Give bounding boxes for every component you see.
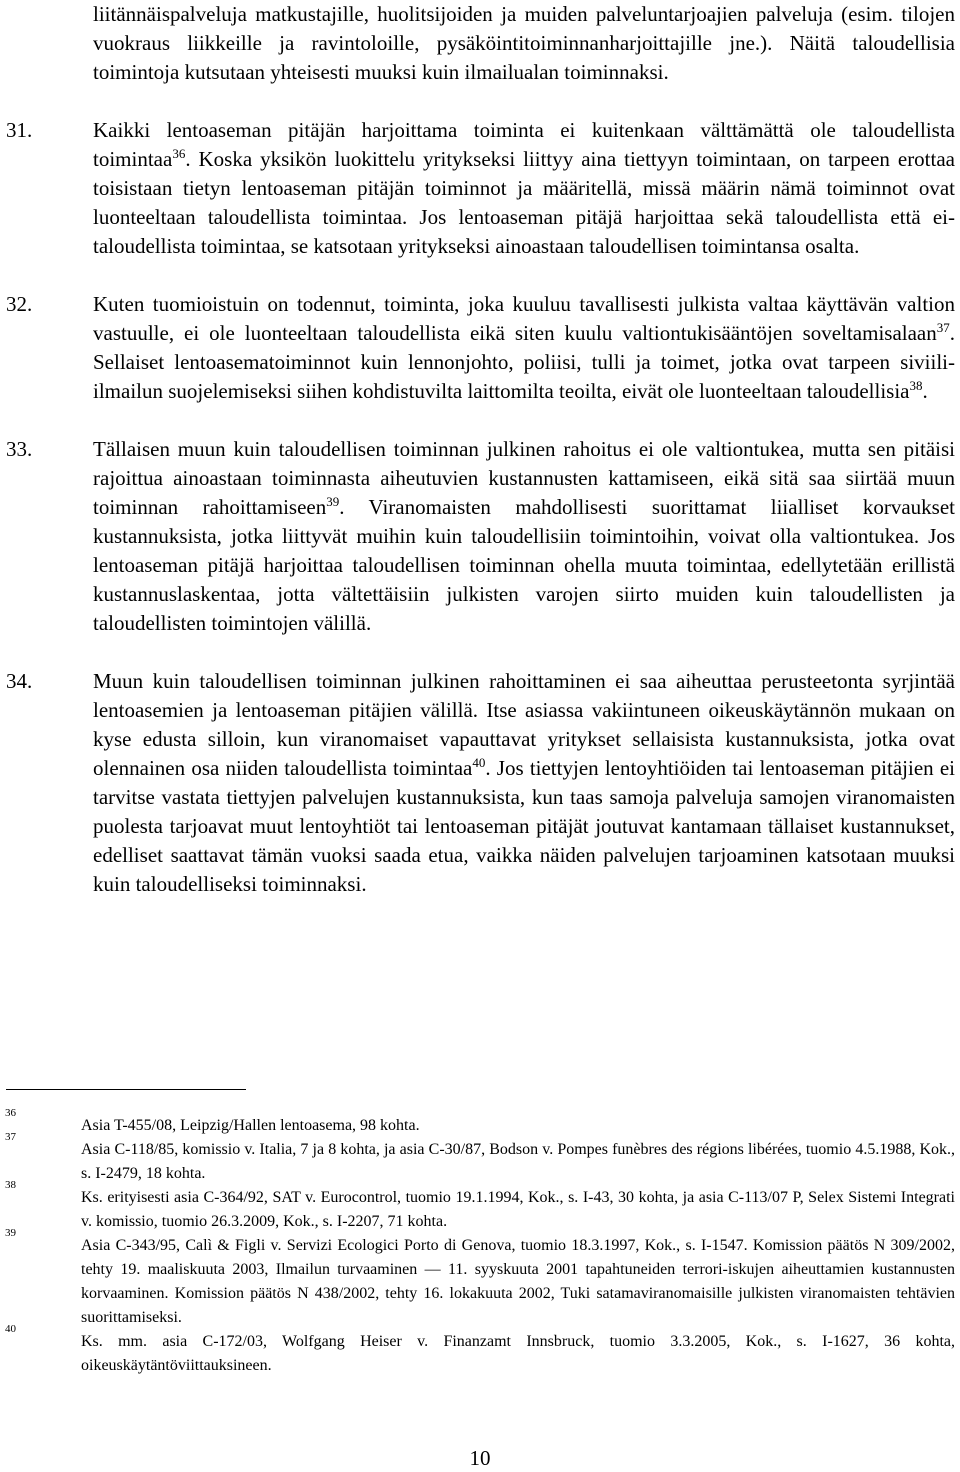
footnote-text: Ks. erityisesti asia C-364/92, SAT v. Eurocontrol, tuomio 19.1.1994, Kok., s. I-43, 30 kohta, ja asia C-113/07 P, Selex Sistemi Integrati v. komissio, tuomio 26.3.2009, Kok., s. I-2207, 71 kohta. (81, 1189, 955, 1230)
paragraph-text: Kuten tuomioistuin on todennut, toiminta, joka kuuluu tavallisesti julkista valtaa käyttävän valtion vastuulle, ei ole luonteeltaan taloudellista eikä siten kuulu valtiontukisääntöjen soveltamisalaan (93, 292, 955, 345)
paragraph-number: 31. (6, 118, 33, 142)
footnote-text: Asia C-118/85, komissio v. Italia, 7 ja 8 kohta, ja asia C-30/87, Bodson v. Pompes funèbres des régions libérées, tuomio 4.5.1988, Kok., s. I-2479, 18 kohta. (81, 1141, 955, 1182)
paragraph-34 (6, 667, 955, 899)
paragraph-number: 33. (6, 437, 33, 461)
paragraph-32 (6, 290, 955, 406)
footnote-number: 36 (5, 1107, 16, 1119)
paragraph-text: . (922, 379, 928, 403)
paragraph-text: Tällaisen muun kuin taloudellisen toiminnan julkinen rahoitus ei ole valtiontukea, mutta sen pitäisi rajoittua ainoastaan toiminnasta aiheutuvien kustannusten kattamiseen, eikä sitä saa siirtää muun toiminnan rahoittamiseen (93, 437, 955, 519)
footnotes (0, 1107, 960, 1378)
footnote-ref-38[interactable]: 38 (909, 378, 923, 393)
paragraph-text: Kaikki lentoaseman pitäjän harjoittama toiminta ei kuitenkaan välttämättä ole taloudellista toimintaa (93, 118, 955, 171)
footnote-number: 38 (5, 1179, 16, 1191)
footnote-text: Ks. mm. asia C-172/03, Wolfgang Heiser v. Finanzamt Innsbruck, tuomio 3.3.2005, Kok., s. I-1627, 36 kohta, oikeuskäytäntöviittauksineen. (81, 1333, 955, 1374)
paragraph-text: . Viranomaisten mahdollisesti suorittamat liialliset korvaukset kustannuksista, jotka liittyvät muihin kuin taloudellisiin toimintoihin, voivat olla valtiontukea. Jos lentoaseman pitäjä harjoittaa taloudellisen toiminnan ohella muuta toimintaa, edellytetään erillistä kustannuslaskentaa, jotta vältettäisiin julkisten varojen siirto muiden kuin taloudellisten ja taloudellisten toimintojen välillä. (93, 495, 955, 635)
footnote-text: Asia C-343/95, Calì & Figli v. Servizi Ecologici Porto di Genova, tuomio 18.3.1997, Kok., s. I-1547. Komission päätös N 309/2002, tehty 19. maaliskuuta 2003, Ilmailun turvaaminen — 11. syyskuuta 2001 tapahtuneiden terrori-iskujen aiheuttamien kustannusten korvaaminen. Komission päätös N 438/2002, tehty 16. lokakuuta 2002, Tuki satamaviranomaisille julkisten viranomaisten tehtävien suorittamiseksi. (81, 1237, 955, 1326)
paragraph-text: . Koska yksikön luokittelu yritykseksi liittyy aina tiettyyn toimintaan, on tarpeen erottaa toisistaan tietyn lentoaseman pitäjän toiminnot ja määritellä, missä määrin nämä toiminnot ovat luonteeltaan taloudellista toimintaa. Jos lentoaseman pitäjä harjoittaa sekä taloudellista että ei-taloudellista toimintaa, se katsotaan yritykseksi ainoastaan taloudellisen toimintansa osalta. (93, 147, 955, 258)
paragraph-number: 34. (6, 669, 33, 693)
paragraph-text: . Sellaiset lentoasematoiminnot kuin lennonjohto, poliisi, tulli ja toimet, jotka ovat tarpeen siviili-ilmailun suojelemiseksi siihen kohdistuvilta laittomilta teoilta, eivät ole luonteeltaan taloudellisia (93, 321, 955, 403)
footnote-ref-37[interactable]: 37 (936, 320, 950, 335)
footnote-number: 37 (5, 1131, 16, 1143)
paragraph-number: 32. (6, 292, 33, 316)
page-number: 10 (469, 1446, 491, 1470)
footnote-40 (5, 1323, 955, 1378)
intro-paragraph: liitännäispalveluja matkustajille, huolitsijoiden ja muiden palveluntarjoajien palveluja (esim. tilojen vuokraus liikkeille ja ravintoloille, pysäköintitoiminnanharjoittajille jne.). Näitä taloudellisia toimintoja kutsutaan yhteisesti muuksi kuin ilmailualan toiminnaksi. (93, 2, 955, 84)
footnote-ref-39[interactable]: 39 (326, 494, 340, 509)
footnote-ref-36[interactable]: 36 (172, 146, 186, 161)
footnote-text: Asia T-455/08, Leipzig/Hallen lentoasema, 98 kohta. (81, 1117, 420, 1134)
paragraph-33 (6, 435, 955, 638)
footnote-number: 40 (5, 1323, 16, 1335)
paragraph-text: . Jos tiettyjen lentoyhtiöiden tai lentoaseman pitäjien ei tarvitse vastata tiettyjen palvelujen kustannuksista, kun taas samoja palveluja samojen viranomaisten puolesta tarjoavat muut lentoyhtiöt tai lentoaseman pitäjät joutuvat kantamaan tällaiset kustannukset, edelliset saattavat tämän vuoksi saada etua, vaikka näiden palvelujen tarjoaminen katsotaan muuksi kuin taloudelliseksi toiminnaksi. (93, 756, 955, 896)
footnote-separator (6, 1089, 246, 1090)
footnote-ref-40[interactable]: 40 (472, 755, 486, 770)
footnote-number: 39 (5, 1227, 16, 1239)
paragraph-31 (6, 116, 955, 261)
paragraph-text: Muun kuin taloudellisen toiminnan julkinen rahoittaminen ei saa aiheuttaa perusteetonta syrjintää lentoasemien ja lentoaseman pitäjien välillä. Itse asiassa vakiintuneen oikeuskäytännön mukaan on kyse edusta silloin, kun viranomaiset vapauttavat yritykset sellaisista kustannuksista, jotka ovat olennainen osa niiden taloudellista toimintaa (93, 669, 955, 780)
